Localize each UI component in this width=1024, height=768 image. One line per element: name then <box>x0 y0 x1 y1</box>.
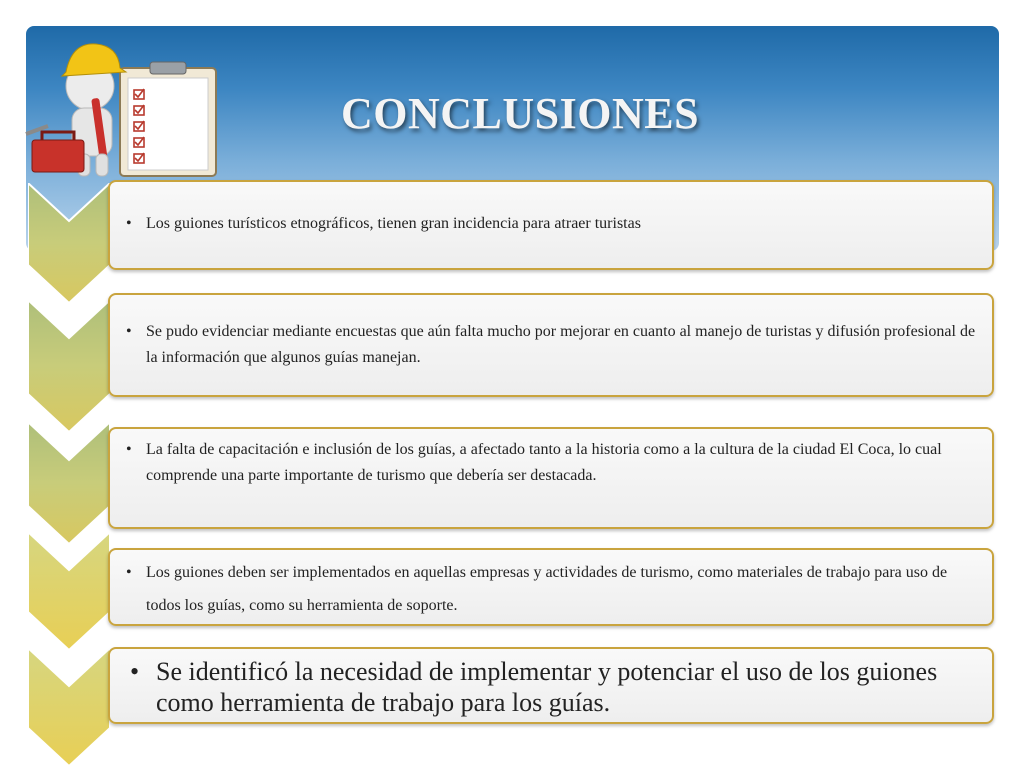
conclusion-text-2: • Se pudo evidenciar mediante encuestas que aún falta mucho por mejorar en cuanto al manejo de turistas y difusión profesional de la información que algunos guías manejan. <box>126 319 984 371</box>
conclusion-text-3: • La falta de capacitación e inclusión de los guías, a afectado tanto a la historia como a la cultura de la ciudad El Coca, lo cual comprende una parte importante de turismo que debería ser destacada. <box>126 437 984 489</box>
conclusion-text-4: • Los guiones deben ser implementados en aquellas empresas y actividades de turismo, como materiales de trabajo para uso de todos los guías, como su herramienta de soporte. <box>126 556 984 622</box>
conclusion-panel-5 <box>108 647 994 724</box>
chevron-arrow-3 <box>28 422 110 544</box>
conclusion-text-5: • Se identificó la necesidad de implementar y potenciar el uso de los guiones como herramienta de trabajo para los guías. <box>130 656 984 718</box>
conclusion-panel-4 <box>108 548 994 626</box>
chevron-arrow-4 <box>28 532 110 650</box>
chevron-arrow-5 <box>28 648 110 766</box>
chevron-arrow-2 <box>28 300 110 432</box>
chevron-arrow-1 <box>28 183 110 303</box>
conclusion-panel-1 <box>108 180 994 270</box>
worker-clipboard-icon <box>22 28 222 178</box>
conclusion-panel-2 <box>108 293 994 397</box>
conclusion-panel-3 <box>108 427 994 529</box>
conclusion-text-1: • Los guiones turísticos etnográficos, tienen gran incidencia para atraer turistas <box>126 211 984 237</box>
slide-title: CONCLUSIONES <box>340 89 700 138</box>
